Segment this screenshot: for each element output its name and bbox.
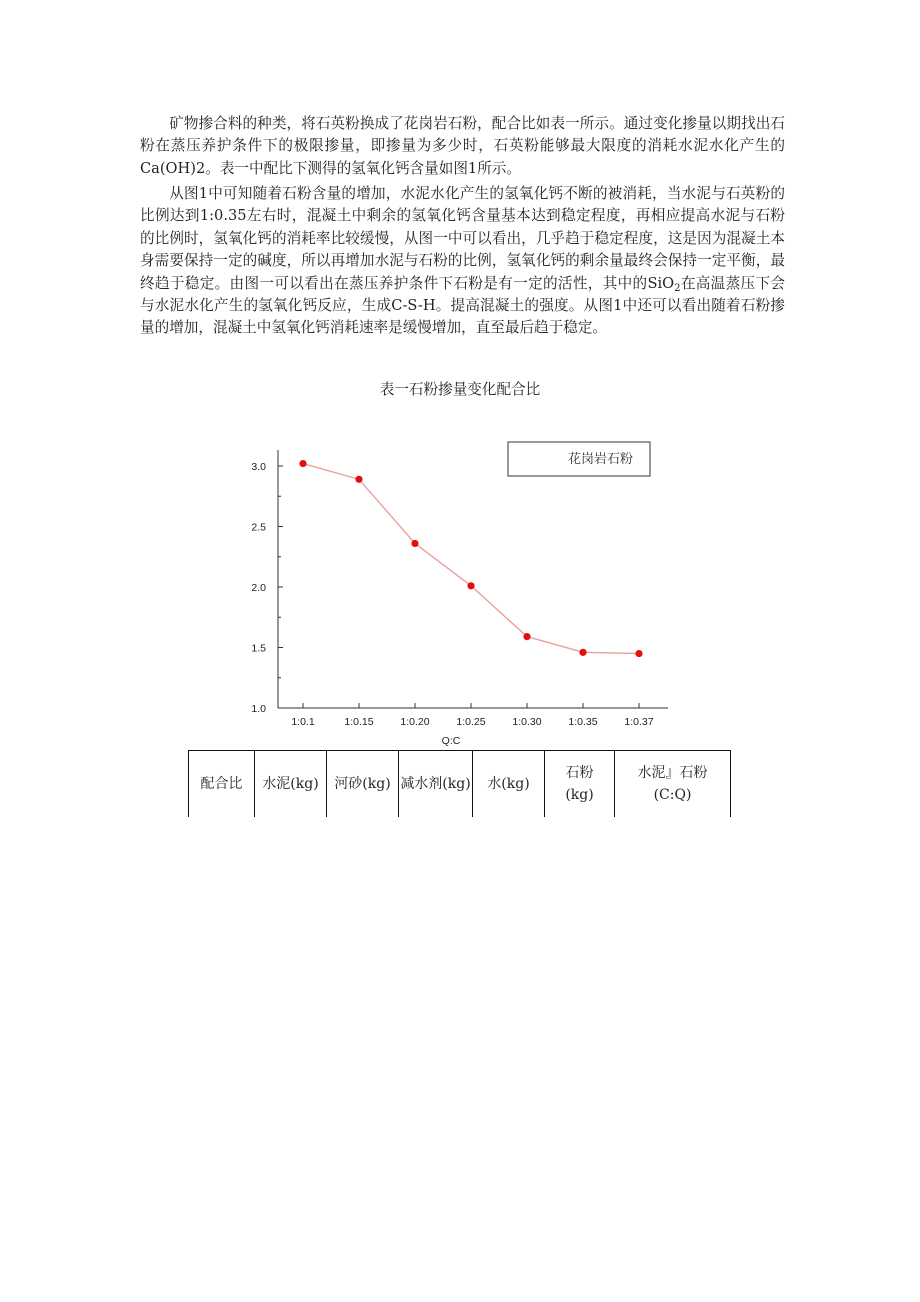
data-point xyxy=(635,650,642,657)
header-label: 配合比 xyxy=(200,776,243,792)
table-caption: 表一石粉掺量变化配合比 xyxy=(379,381,541,398)
header-cement xyxy=(255,751,327,818)
paragraph-analysis xyxy=(140,183,785,340)
header-river-sand xyxy=(327,751,399,818)
y-tick-label: 3.0 xyxy=(251,461,266,473)
x-tick-label: 1:0.37 xyxy=(624,716,654,728)
paragraph-intro xyxy=(140,113,785,180)
series-line xyxy=(303,464,639,654)
x-tick-label: 1:0.15 xyxy=(344,716,374,728)
x-tick-label: 1:0.1 xyxy=(291,716,315,728)
calcium-hydroxide-chart xyxy=(228,430,688,750)
x-tick-label: 1:0.35 xyxy=(568,716,598,728)
x-tick-label: 1:0.20 xyxy=(400,716,430,728)
data-point xyxy=(355,476,362,483)
header-label: 减水剂(kg) xyxy=(400,776,471,792)
paragraph-analysis-text-1: 从图1中可知随着石粉含量的增加，水泥水化产生的氢氧化钙不断的被消耗，当水泥与石英粉的比例达到1:0.35左右时，混凝土中剩余的氢氧化钙含量基本达到稳定程度，再相应提高水泥与石粉的比例时，氢氧化钙的消耗率比较缓慢，从图一中可以看出，几乎趋于稳定程度，这是因为混凝土本身需要保持一定的碱度，所以再增加水泥与石粉的比例，氢氧化钙的剩余量最终会保持一定平衡，最终趋于稳定。由图一可以看出在蒸压养护条件下石粉是有一定的活性，其中的 xyxy=(140,185,785,292)
header-cement-stone-ratio xyxy=(615,751,731,818)
y-tick-label: 1.0 xyxy=(251,703,266,715)
header-label: 河砂(kg) xyxy=(334,776,391,792)
data-point xyxy=(467,582,474,589)
legend-label: 花岗岩石粉 xyxy=(568,452,634,467)
sio-subscript: 2 xyxy=(674,282,681,294)
header-stone-powder xyxy=(545,751,615,818)
x-axis-label: Q:C xyxy=(441,735,461,747)
header-unit: (C:Q) xyxy=(653,787,692,803)
header-unit: (kg) xyxy=(565,787,594,803)
y-tick-label: 2.5 xyxy=(251,521,266,534)
data-point xyxy=(579,649,586,656)
x-tick-label: 1:0.30 xyxy=(512,716,542,728)
table-header-row xyxy=(189,751,731,818)
data-point xyxy=(411,540,418,547)
paragraph-analysis-text-2: 在高温蒸压下会与水泥水化产生的氢氧化钙反应，生成C-S-H。提高混凝土的强度。从图1中还可以看出随着石粉掺量的增加，混凝土中氢氧化钙消耗速率是缓慢增加，直至最后趋于稳定。 xyxy=(140,274,785,337)
header-label: 石粉 xyxy=(565,765,594,781)
header-label: 水泥』石粉 xyxy=(637,765,708,781)
mix-ratio-table xyxy=(188,750,731,817)
header-label: 水(kg) xyxy=(487,776,530,792)
y-tick-label: 1.5 xyxy=(251,642,266,655)
header-water-reducer xyxy=(399,751,473,818)
data-point xyxy=(523,633,530,640)
sio-text: SiO xyxy=(647,274,675,292)
header-label: 水泥(kg) xyxy=(262,776,319,792)
x-tick-label: 1:0.25 xyxy=(456,716,486,728)
data-point xyxy=(299,460,306,467)
header-water xyxy=(473,751,545,818)
header-mix-ratio xyxy=(189,751,255,818)
sio2-formula xyxy=(647,275,680,292)
paragraph-intro-text: 矿物掺合料的种类，将石英粉换成了花岗岩石粉，配合比如表一所示。通过变化掺量以期找出石粉在蒸压养护条件下的极限掺量，即掺量为多少时，石英粉能够最大限度的消耗水泥水化产生的Ca(OH)2。表一中配比下测得的氢氧化钙含量如图1所示。 xyxy=(140,115,785,177)
y-tick-label: 2.0 xyxy=(251,582,266,594)
